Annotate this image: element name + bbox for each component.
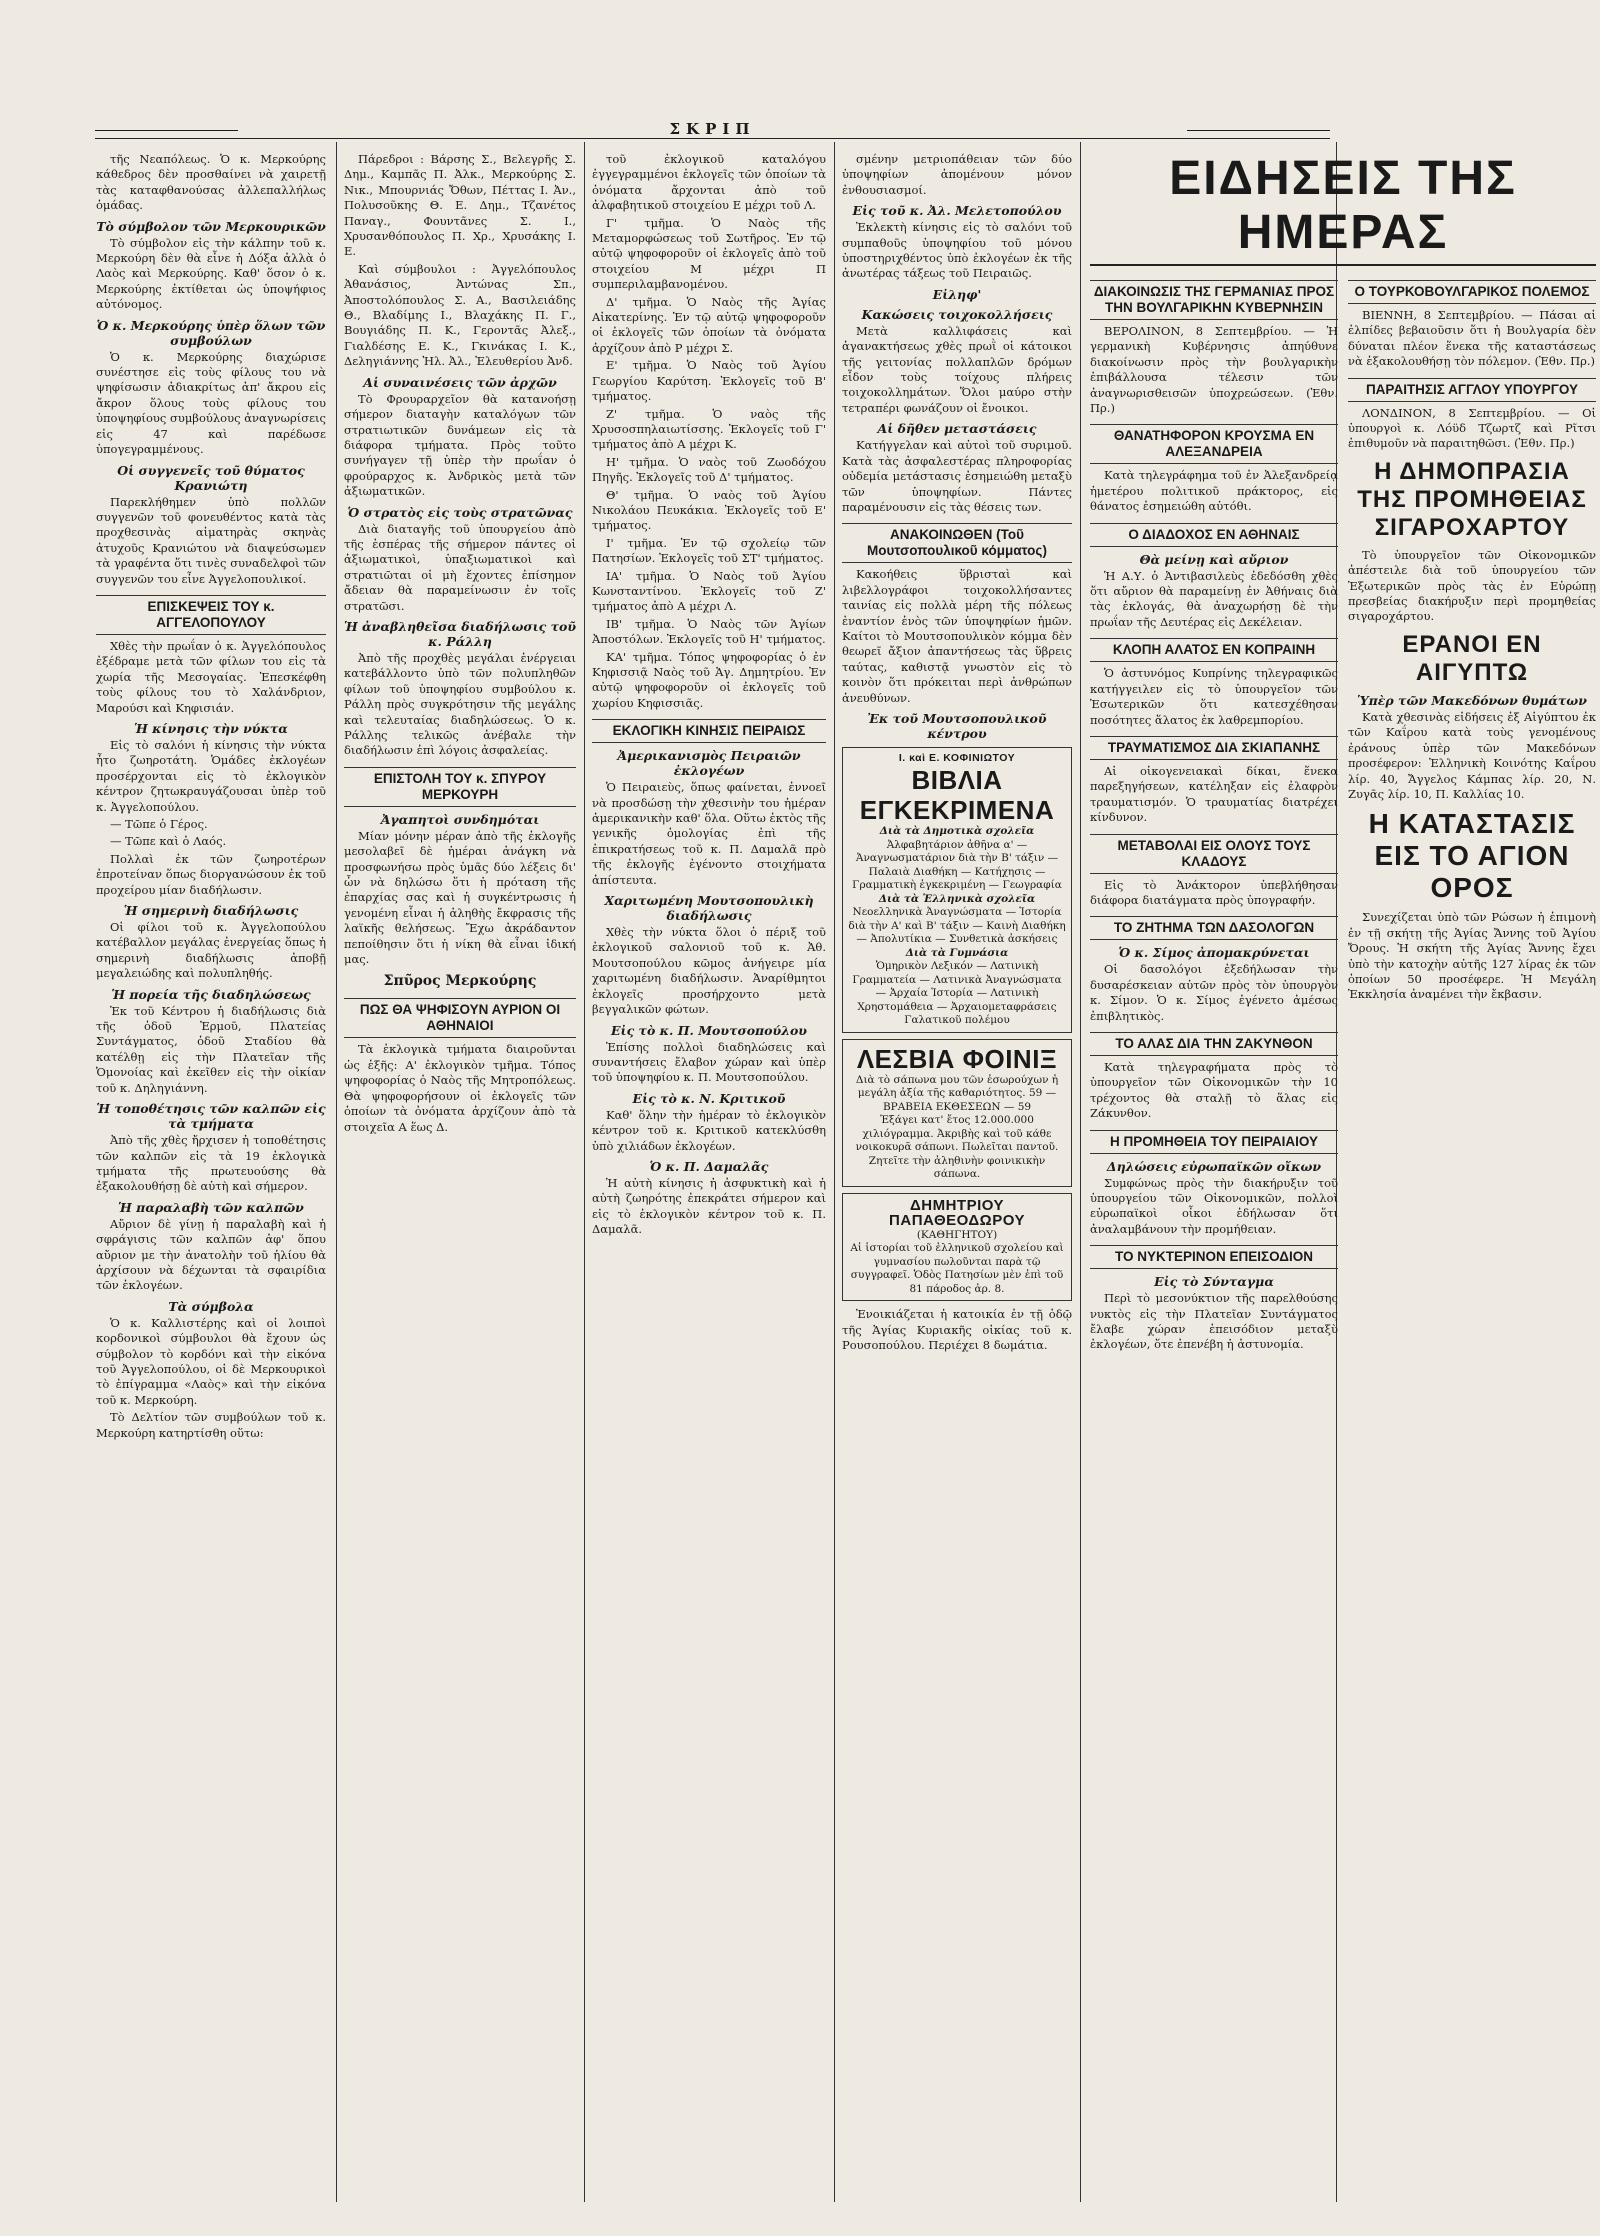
paragraph: Δ' τμῆμα. Ὁ Ναὸς τῆς Ἁγίας Αἰκατερίνης. Ἐν τῷ αὐτῷ ψηφοφοροῦν οἱ ἐκλογεῖς τῶν ὁποίων τὰ ὀνόματα ἀρχίζουν ἀπὸ Ρ μέχρι Σ. [592,294,826,355]
section-title: ΠΩΣ ΘΑ ΨΗΦΙΣΟΥΝ ΑΥΡΙΟΝ ΟΙ ΑΘΗΝΑΙΟΙ [344,998,576,1038]
ad-text: Αἱ ἱστορίαι τοῦ ἑλληνικοῦ σχολείου καὶ γυμνασίου πωλοῦνται παρὰ τῷ συγγραφεῖ. Ὁδὸς Πατησίων μὲν ἐπὶ τοῦ 81 πάροδος ἀρ. 8. [850,1242,1064,1295]
paragraph: Γ' τμῆμα. Ὁ Ναὸς τῆς Μεταμορφώσεως τοῦ Σωτῆρος. Ἐν τῷ αὐτῷ ψηφοφοροῦν οἱ ἐκλογεῖς ἀπὸ τοῦ στοιχείου Μ μέχρι Π συμπεριλαμβανομένου. [592,215,826,292]
headline: Ὁ κ. Μερκούρης ὑπὲρ ὅλων τῶν συμβούλων [96,317,326,348]
paragraph: Οἱ δασολόγοι ἐξεδήλωσαν τὴν δυσαρέσκειαν αὐτῶν πρὸς τὸν ὑπουργὸν κ. Σίμον. Ὁ κ. Σίμος ἐγένετο ἀμέσως ἐπιβλητικὸς. [1090,962,1338,1023]
paragraph: Παρεκλήθημεν ὑπὸ πολλῶν συγγενῶν τοῦ φονευθέντος κατὰ τὰς προχθεσινὰς αἱματηρὰς σκηνὰς ἀτυχοῦς Κρανιώτου νὰ διαψεύσωμεν τὰ γραφέντα ὅτι τινὲς συναδελφοὶ τῶν συγγενῶν του εἶνε Ἀγγελοπουλικοί. [96,494,326,586]
paragraph: ΙΒ' τμῆμα. Ὁ Ναὸς τῶν Ἁγίων Ἀποστόλων. Ἐκλογεῖς τοῦ Η' τμήματος. [592,616,826,647]
headline: Τὸ σύμβολον τῶν Μερκουρικῶν [96,218,326,234]
section-title: ΑΝΑΚΟΙΝΩΘΕΝ (Τοῦ Μουτσοπουλικοῦ κόμματος) [842,523,1072,563]
paragraph: Μετὰ καλλιφάσεις καὶ ἀγανακτήσεως χθὲς πρωῒ οἱ κάτοικοι τῆς γειτονίας πολλαπλῶν δρόμων εἶδον τοὺς τοίχους πλήρεις τοιχοκολλημάτων. Ὅλοι μαύρο στὴν τετραπέρι φωνάζουν οἱ ἔνοικοι. [842,323,1072,415]
paragraph: Ἡ αὐτὴ κίνησις ἡ ἀσφυκτικὴ καὶ ἡ αὐτὴ ζωηρότης ἐπεκράτει σήμερον καὶ εἰς τὸ ἐκλογικὸν κέντρον τοῦ κ. Π. Δαμαλᾶ. [592,1175,826,1237]
headline: Εἰληφ' [932,286,982,302]
ad-subtitle: Διὰ τὰ Δημοτικὰ σχολεῖα [879,825,1035,838]
section-title: ΜΕΤΑΒΟΛΑΙ ΕΙΣ ΟΛΟΥΣ ΤΟΥΣ ΚΛΑΔΟΥΣ [1090,834,1338,874]
paragraph: Περὶ τὸ μεσονύκτιον τῆς παρελθούσης νυκτὸς εἰς τὴν Πλατεῖαν Συντάγματος ἔλαβε χώραν ἐπεισόδιον μεταξὺ ἐκλογέων, ὅτε ἐπενέβη ἡ ἀστυνομία. [1090,1291,1338,1352]
quote-line: — Τῶπε ὁ Γέρος. [110,817,208,831]
ad-list: Ἀλφαβητάριον ἀθῆνα α' — Ἀναγνωσματάριον διὰ τὴν Β' τάξιν — Παλαιὰ Διαθήκη — Κατήχησις — Γραμματικὴ ἐγκεκριμένη — Γεωγραφία [852,838,1062,892]
paragraph: σμένην μετριοπάθειαν τῶν δύο ὑποψηφίων ἀπομένουν μόνον ἐνθουσιασμοί. [842,152,1072,197]
paragraph: Η' τμῆμα. Ὁ ναὸς τοῦ Ζωοδόχου Πηγῆς. Ἐκλογεῖς τοῦ Δ' τμήματος. [592,454,826,485]
ad-title: ΔΗΜΗΤΡΙΟΥ ΠΑΠΑΘΕΟΔΩΡΟΥ [889,1196,1025,1230]
headline: Χαριτωμένη Μουτσοπουλικὴ διαδήλωσις [604,893,814,924]
paragraph: Θ' τμῆμα. Ὁ ναὸς τοῦ Ἁγίου Νικολάου Πευκάκια. Ἐκλογεῖς τοῦ Ε' τμήματος. [592,487,826,533]
paragraph: Αἱ οἰκογενειακαὶ δίκαι, ἕνεκα παρεξηγήσεων, κατέληξαν εἰς ἐλαφρὸν τραυματισμόν. Ὁ τραυματίας διατρέχει κίνδυνον. [1090,763,1338,825]
column-4 [842,152,1072,2192]
headline: Κακώσεις τοιχοκολλήσεις [861,306,1053,322]
headline: Ἡ ἀναβληθεῖσα διαδήλωσις τοῦ κ. Ράλλη [344,618,576,649]
paragraph: Χθὲς τὴν πρωΐαν ὁ κ. Ἀγγελόπουλος ἐξέδραμε μετὰ τῶν φίλων του εἰς τὰ χωρία τῆς Μεσογαίας. Ἐπεσκέφθη τοὺς φίλους του τὸ Χαλάνδριον, Μαρούσι καὶ Κηφισιάν. [96,638,326,715]
ad-subtitle: Διὰ τὰ Ἑλληνικὰ σχολεῖα [878,892,1036,905]
ad-text: Ἐξάγει κατ' ἔτος 12.000.000 χιλιόγραμμα. Ἀκριβὴς καὶ τοῦ κάθε νοικοκυρᾶ σάπωνι. Πωλεῖται παντοῦ. Ζητεῖτε τὴν ἀληθινὴν φοινικικὴν σάπωνα. [855,1114,1059,1181]
paragraph: Κατὰ τηλεγραφήματα πρὸς τὸ ὑπουργεῖον τῶν Οἰκονομικῶν τὴν 10 τρέχοντος θὰ σταλῇ τὸ ἅλας εἰς Ζάκυνθον. [1090,1059,1338,1121]
column-1 [96,152,326,2192]
paragraph: ΒΕΡΟΛΙΝΟΝ, 8 Σεπτεμβρίου. — Ἡ γερμανικὴ Κυβέρνησις ἀπηύθυνε διακοίνωσιν πρὸς τὴν βουλγαρικὴν ἐπιβάλλουσα τέλεσιν τῶν ἀναγνωρισθεισῶν ὑποχρεώσεων. (Ἐθν. Πρ.) [1090,324,1338,416]
paragraph: Καθ' ὅλην τὴν ἡμέραν τὸ ἐκλογικὸν κέντρον τοῦ κ. Κριτικοῦ κατεκλύσθη ὑπὸ χιλιάδων ἐκλογέων. [592,1107,826,1153]
section-title: ΤΟ ΑΛΑΣ ΔΙΑ ΤΗΝ ΖΑΚΥΝΘΟΝ [1090,1032,1338,1056]
headline: Εἰς τὸ κ. Ν. Κριτικοῦ [632,1090,786,1106]
section-title: ΔΙΑΚΟΙΝΩΣΙΣ ΤΗΣ ΓΕΡΜΑΝΙΑΣ ΠΡΟΣ ΤΗΝ ΒΟΥΛΓΑΡΙΚΗΝ ΚΥΒΕΡΝΗΣΙΝ [1090,280,1338,320]
signature: Ἐκ τοῦ Μουτσοπουλικοῦ κέντρου [867,710,1047,741]
ad-subtitle: Διὰ τὰ Γυμνάσια [905,946,1009,959]
news-columns [1090,272,1596,1355]
masthead [95,118,1330,139]
subheadline: Θὰ μείνῃ καὶ αὔριον [1139,551,1289,567]
headline: Ὁ στρατὸς εἰς τοὺς στρατῶνας [347,504,573,520]
ad-text: Διὰ τὸ σάπωνα μου τῶν ἐσωρούχων ἡ μεγάλη ἀξία τῆς καθαριότητος. 59 — ΒΡΑΒΕΙΑ ΕΚΘΕΣΕΩΝ — 59 [855,1073,1059,1113]
paragraph: Κακοήθεις ὕβρισταὶ καὶ λιβελλογράφοι τοιχοκολλήσαντες ταινίας εἰς πολλὰ μέρη τῆς πόλεως ἐναντίον ἐνὸς τῶν ὑποψηφίων ἡμῶν. Καίτοι τὸ Μουτσοπουλικὸν κόμμα δὲν θεωρεῖ ἄξιον ἀπαντήσεως τὰς ὕβρεις ταύτας, καθιστᾷ γνωστὸν εἰς τὸ κοινὸν ὅτι πρόκειται περὶ ἀνθρώπων ἀνευθύνων. [842,567,1072,705]
news-left [1090,272,1338,1355]
section-title: Ο ΔΙΑΔΟΧΟΣ ΕΝ ΑΘΗΝΑΙΣ [1090,523,1338,547]
subheadline: Ὑπὲρ τῶν Μακεδόνων θυμάτων [1357,692,1587,708]
paragraph: Διὰ διαταγῆς τοῦ ὑπουργείου ἀπὸ τῆς ἑσπέρας τῆς σήμερον πάντες οἱ ἀξιωματικοὶ, ὑπαξιωματικοὶ καὶ στρατιῶται οἱ μὴ ἔχοντες ἐπίσημον ἄδειαν θὰ παραμείνωσιν ἐν τοῖς στρατῶσι. [344,521,576,613]
headline: Εἰς τοῦ κ. Ἀλ. Μελετοπούλου [852,203,1062,219]
paragraph: Ἀπὸ τῆς προχθὲς μεγάλαι ἐνέργειαι κατεβάλλοντο ὑπὸ τῶν πολυπληθῶν φίλων τοῦ ὑποψηφίου συμβούλου κ. Ράλλη πρὸς συγκρότησιν τῆς μεγάλης καὶ τελευταίας διαδηλώσεως. Ὁ κ. Ράλλης τελικῶς ἀνέβαλε τὴν διαδήλωσιν ἐπὶ λόγοις ἀσφαλείας. [344,650,576,758]
paragraph: Αὔριον δὲ γίνῃ ἡ παραλαβὴ καὶ ἡ σφράγισις τῶν καλπῶν ἀφ' ὅπου αὔριον με τὴν ἀνατολὴν τοῦ ἡλίου θὰ ἀρχίσουν νὰ δέχωνται τὰ σφαιρίδια τῶν ἐκλογέων. [96,1216,326,1293]
headline: Ἡ τοποθέτησις τῶν καλπῶν εἰς τὰ τμήματα [96,1101,326,1132]
paragraph: Καὶ σύμβουλοι : Ἀγγελόπουλος Ἀθανάσιος, Ἀντώνας Σπ., Ἀποστολόπουλος Σ. Α., Βασιλειάδης Θ., Βλαδίμης Ι., Βλαχάκης Π. Γ., Βουγιάδης Π. Κ., Γεροντᾶς Ἀλεξ., Γιαλδέσης Ε. Κ., Γκινάκας Ι. Κ., Δεληγιάννης Ἠλ. Ἀλ., Ἐλευθερίου Ἀνδ. [344,261,576,369]
subheadline: Ὁ κ. Σίμος ἀπομακρύνεται [1118,945,1310,961]
column-3 [592,152,826,2192]
paragraph: Εἰς τὸ σαλόνι ἡ κίνησις τὴν νύκτα ἦτο ζωηροτάτη. Ὁμάδες ἐκλογέων προσέρχονται εἰς τὸ ἐκλογικὸν κέντρον ζητωκραυγάζουσαι ὑπὲρ τοῦ κ. Ἀγγελοπούλου. [96,737,326,814]
paragraph: Ὁ Πειραιεὺς, ὅπως φαίνεται, ἐννοεῖ νὰ προσδώσῃ τὴν χθεσινὴν του ἡμέραν ἀμερικανικὴν καθ' ὅλα. Οὕτω ἐκτὸς τῆς γενικῆς ὁμολογίας ἐπὶ τῆς ἐπικρατήσεως τοῦ κ. Π. Δαμαλᾶ πρὸ τῆς ἐκλογῆς ἐγένοντο στοιχήματα ἀπίστευτα. [592,780,826,887]
paragraph: Ἀπὸ τῆς χθὲς ἤρχισεν ἡ τοποθέτησις τῶν καλπῶν εἰς τὰ 19 ἐκλογικὰ τμήματα τῆς πρωτευούσης θὰ ἐξακολουθήσῃ δὲ αὐτὴ καὶ σήμερον. [96,1133,326,1194]
headline: Αἱ συναινέσεις τῶν ἀρχῶν [363,374,557,390]
paragraph: Ἐκ τοῦ Κέντρου ἡ διαδήλωσις διὰ τῆς ὁδοῦ Ἑρμοῦ, Πλατείας Συντάγματος, ὁδοῦ Σταδίου θὰ κατέλθῃ εἰς τὴν Πλατεῖαν τῆς Ὁμονοίας καὶ ἐκεῖθεν εἰς τὴν οἰκίαν τοῦ κ. Δηληγιάννη. [96,1003,326,1095]
advertisement-books [842,747,1072,1033]
headline: Ἡ σημερινὴ διαδήλωσις [123,903,299,919]
ad-list: Νεοελληνικὰ Ἀναγνώσματα — Ἱστορία διὰ τὴν Α' καὶ Β' τάξιν — Καινὴ Διαθήκη — Ἀπολυτίκια — Συνθετικὰ ἀσκήσεις [848,906,1066,946]
subheadline: Εἰς τὸ Σύνταγμα [1154,1274,1274,1290]
paragraph: Μίαν μόνην μέραν ἀπὸ τῆς ἐκλογῆς μεσολαβεῖ δὲ ἡμέραι ἀνάγκη νὰ προσφωνήσω πρὸς ὑμᾶς δύο λέξεις δι' ὧν νὰ δηλώσω ὅτι ἡ πρόταση τῆς ἐπαρχίας σας καὶ ἡ συγκέντρωσις ἡ γενομένη εἶναι ἡ ἀληθὴς ἔκφρασις τῆς λαϊκῆς θελήσεως. Ἔχω ἀκράδαντον πεποίθησιν ὅτι ἡ νίκη θὰ εἶναι ἰδική μας. [344,828,576,967]
paragraph: ΒΙΕΝΝΗ, 8 Σεπτεμβρίου. — Πάσαι αἱ ἐλπίδες βεβαιοῦσιν ὅτι ἡ Βουλγαρία δὲν δύναται πλέον ἕνεκα τῆς καταστάσεως νὰ ἐξακολουθήσῃ τὸν πόλεμον. (Ἐθν. Πρ.) [1348,308,1596,369]
paragraph: ΙΑ' τμῆμα. Ὁ Ναὸς τοῦ Ἁγίου Κωνσταντίνου. Ἐκλογεῖς τοῦ Ζ' τμήματος ἀπὸ Α μέχρι Λ. [592,568,826,614]
section-title: ΘΑΝΑΤΗΦΟΡΟΝ ΚΡΟΥΣΜΑ ΕΝ ΑΛΕΞΑΝΔΡΕΙΑ [1090,424,1338,464]
headline: Ἀγαπητοὶ συνδημόται [380,811,540,827]
paragraph: Συμφώνως πρὸς τὴν διακήρυξιν τοῦ ὑπουργείου τῶν Οἰκονομικῶν, πολλοὶ εὐρωπαϊκοὶ οἶκοι ἐδήλωσαν ὅτι ἀναλαμβάνουν τὴν προμήθειαν. [1090,1175,1338,1236]
section-title: ΠΑΡΑΙΤΗΣΙΣ ΑΓΓΛΟΥ ΥΠΟΥΡΓΟΥ [1348,378,1596,402]
paragraph: Ὁ κ. Μερκούρης διαχώρισε συνέστησε εἰς τοὺς φίλους του νὰ ψηφίσωσιν ἀδιακρίτως ἀπ' ἄκρου εἰς ἄκρον ὅλους τοὺς φίλους του ὑποψηφίους συμβούλους ἀναγνωρίσεις εἰς 47 καὶ παρέδωσε ὑπογεγραμμένους. [96,349,326,457]
column-news [1090,152,1596,2192]
ad-title: ΛΕΣΒΙΑ ΦΟΙΝΙΞ [856,1043,1058,1074]
column-2 [344,152,576,2192]
paragraph: Ι' τμῆμα. Ἐν τῷ σχολείῳ τῶν Πατησίων. Ἐκλογεῖς τοῦ ΣΤ' τμήματος. [592,535,826,566]
headline: Ἡ πορεία τῆς διαδηλώσεως [111,986,311,1002]
paper-name: ΣΚΡΙΠ [669,120,756,138]
paragraph: τῆς Νεαπόλεως. Ὁ κ. Μερκούρης κάθεδρος δὲν προσθαίνει νὰ χαιρετῇ τὰς καταφθανούσας ἀλλεπαλλήλως ὁμάδας. [96,152,326,213]
column-rule [1080,142,1081,2202]
headline: Ἀμερικανισμὸς Πειραιῶν ἐκλογέων [617,748,801,779]
paragraph: Ζ' τμῆμα. Ὁ ναὸς τῆς Χρυσοσπηλαιωτίσσης. Ἐκλογεῖς τοῦ Γ' τμήματος ἀπὸ Α μέχρι Κ. [592,406,826,452]
headline: Εἰς τὸ κ. Π. Μουτσοπούλου [611,1022,807,1038]
signature: Σπῦρος Μερκούρης [383,973,537,990]
paragraph: Πάρεδροι : Βάρσης Σ., Βελεγρῆς Σ. Δημ., Καμπᾶς Π. Ἀλκ., Μερκούρης Σ. Νικ., Μπουρνιάς Ὄθων, Πέττας Ι. Ἀν., Πολυσοῦκης Θ. Ε. Δημ., Τζανέτος Παναγ., Φουντᾶνες Σ. Ι., Χρυσανθόπουλος Π. Χρ., Χρυσάκης Ι. Ε. [344,152,576,259]
paragraph: Ὁ κ. Καλλιστέρης καὶ οἱ λοιποὶ κορδονικοὶ σύμβουλοι θὰ ἔχουν ὡς σύμβολον τὸ κορδόνι καὶ τὴν εἰκόνα τοῦ Ἀγγελοπούλου, οἱ δὲ Μερκουρικοὶ τὸ ἐπίγραμμα «Λαὸς» καὶ τὴν εἰκόνα τοῦ κ. Μερκούρη. [96,1315,326,1407]
ad-list: Ὁμηρικὸν Λεξικόν — Λατινικὴ Γραμματεία — Λατινικὰ Ἀναγνώσματα — Ἀρχαία Ἱστορία — Λατινικὴ Χρηστομάθεια — Ἀρχαιομεταφράσεις Γαλατικοῦ πολέμου [852,960,1062,1027]
paragraph: Τὸ Δελτίον τῶν συμβούλων τοῦ κ. Μερκούρη κατηρτίσθη οὕτω: [96,1410,326,1440]
section-headline: Η ΚΑΤΑΣΤΑΣΙΣ ΕΙΣ ΤΟ ΑΓΙΟΝ ΟΡΟΣ [1368,808,1576,904]
subheadline: Δηλώσεις εὐρωπαϊκῶν οἴκων [1106,1158,1322,1174]
masthead-right-rule: ⎯⎯⎯⎯⎯⎯⎯⎯⎯⎯⎯⎯⎯⎯⎯⎯⎯⎯⎯⎯⎯⎯ [1186,123,1330,138]
paragraph: Ε' τμῆμα. Ὁ Ναὸς τοῦ Ἁγίου Γεωργίου Καρύτση. Ἐκλογεῖς τοῦ Β' τμήματος. [592,358,826,404]
paragraph: Τὸ σύμβολον εἰς τὴν κάλπην τοῦ κ. Μερκούρη δὲν θὰ εἶνε ἡ Δόξα ἀλλὰ ὁ Λαὸς καὶ Μερκούρης. Καθ' ὅσον ὁ κ. Μερκούρης ἐκτίθεται ὡς ὑποψήφιος αὐτόνομος. [96,235,326,312]
paragraph: Οἱ φίλοι τοῦ κ. Ἀγγελοπούλου κατέβαλλον μεγάλας ἐνεργείας ὅπως ἡ σημερινὴ διαδήλωσις ἀποβῇ μεγαλειώδης καὶ πολυπληθής. [96,920,326,981]
headline: Αἱ δῆθεν μεταστάσεις [877,421,1037,437]
paragraph: ΚΑ' τμῆμα. Τόπος ψηφοφορίας ὁ ἐν Κηφισσιᾷ Ναὸς τοῦ Ἁγ. Δημητρίου. Ἐν αὐτῷ ψηφοφοροῦν οἱ ἐκλογεῖς τοῦ χωρίου Κηφισσιᾶς. [592,649,826,710]
section-headline: ΕΡΑΝΟΙ ΕΝ ΑΙΓΥΠΤΩ [1402,630,1542,686]
paragraph: Τὰ ἐκλογικὰ τμήματα διαιροῦνται ὡς ἑξῆς: Α' ἐκλογικὸν τμῆμα. Τόπος ψηφοφορίας ὁ Ναὸς τῆς Μητροπόλεως. Θὰ ψηφοφορήσουν οἱ ἐκλογεῖς τῶν ὁποίων τὰ ὀνόματα ἀρχίζουν ἀπὸ τὰ στοιχεῖα Α ἕως Δ. [344,1042,576,1134]
paragraph: Χθὲς τὴν νύκτα ὅλοι ὁ πέριξ τοῦ ἐκλογικοῦ σαλονιοῦ τοῦ κ. Ἀθ. Μουτσοπούλου κῶμος ἀνήγειρε μία χαριτωμένη διαδήλωσιν. Ἀναρίθμητοι ἐκλογεῖς προσήρχοντο μετὰ βεγγαλικῶν φώτων. [592,925,826,1017]
section-title: Ο ΤΟΥΡΚΟΒΟΥΛΓΑΡΙΚΟΣ ΠΟΛΕΜΟΣ [1348,280,1596,304]
paragraph: Ὁ ἀστυνόμος Κυπρίνης τηλεγραφικῶς κατήγγειλεν εἰς τὸ ὑπουργεῖον τῶν Ἐσωτερικῶν ὅτι κατεσχέθησαν ποσότητες ἅλατος ἐκ λαθρεμπορίου. [1090,666,1338,727]
paragraph: Ἐκλεκτὴ κίνησις εἰς τὸ σαλόνι τοῦ συμπαθοῦς ὑποψηφίου τοῦ μόνου ὑποστηριχθέντος ὑπὸ ἐκλογέων ἐκ τῆς ἀνωτέρας τάξεως τοῦ Πειραιῶς. [842,220,1072,281]
column-rule [336,142,337,2202]
paragraph: Ἐπίσης πολλοὶ διαδηλώσεις καὶ συναντήσεις ἔλαβον χώραν καὶ ὑπὲρ τοῦ ὑποψηφίου κ. Π. Μουτσοπούλου. [592,1039,826,1085]
section-title: ΤΟ ΝΥΚΤΕΡΙΝΟΝ ΕΠΕΙΣΟΔΙΟΝ [1090,1245,1338,1269]
paragraph: Τὸ Φρουραρχεῖον θὰ κατανοήσῃ σήμερον διαταγὴν καταλόγων τῶν στρατιωτικῶν δυνάμεων εἰς τὰ διάφορα τμήματα. Πρὸς τοῦτο συνήγαγεν τῇ ὑπὲρ τὴν πρωΐαν ὁ φρούραρχος κ. Ἀνδρικὸς μετὰ τῶν ἀξιωματικῶν. [344,391,576,499]
section-headline: Η ΔΗΜΟΠΡΑΣΙΑ ΤΗΣ ΠΡΟΜΗΘΕΙΑΣ ΣΙΓΑΡΟΧΑΡΤΟΥ [1357,457,1587,541]
ad-publisher: Ι. καὶ Ε. ΚΟΦΙΝΙΩΤΟΥ [898,751,1016,764]
section-title: ΕΠΙΣΚΕΨΕΙΣ ΤΟΥ κ. ΑΓΓΕΛΟΠΟΥΛΟΥ [96,595,326,635]
masthead-left-rule: ⎯⎯⎯⎯⎯⎯⎯⎯⎯⎯⎯⎯⎯⎯⎯⎯⎯⎯⎯⎯⎯⎯ [95,123,238,138]
paragraph: Τὸ ὑπουργεῖον τῶν Οἰκονομικῶν ἀπέστειλε διὰ τοῦ ὑπουργείου τῶν Ἐξωτερικῶν πρὸς τὰς ἐν Εὐρώπῃ πρεσβείας διακήρυξιν περὶ προμηθείας σιγαροχάρτου. [1348,547,1596,624]
paragraph: Κατήγγελαν καὶ αὐτοὶ τοῦ συριμοῦ. Κατὰ τὰς ἀσφαλεστέρας πληροφορίας οὐδεμία μετάστασις ἐσημειώθη μεταξὺ τῶν ὑποψηφίων. Πάντες παραμένουσιν εἰς τὰς θέσεις των. [842,438,1072,514]
paragraph: Ἡ Α.Υ. ὁ Ἀντιβασιλεὺς ἐδεδόσθη χθὲς ὅτι αὔριον θὰ παραμείνῃ ἐν Ἀθήναις διὰ τὰς ἐκλογάς, θὰ ἀναχωρήσῃ δὲ τὴν πρωΐαν τῆς Δευτέρας εἰς Δεκέλειαν. [1090,568,1338,629]
section-title: ΤΟ ΖΗΤΗΜΑ ΤΩΝ ΔΑΣΟΛΟΓΩΝ [1090,916,1338,940]
headline: Ἡ παραλαβὴ τῶν καλπῶν [118,1199,304,1215]
advertisement-history [842,1193,1072,1301]
headline: Οἱ συγγενεῖς τοῦ θύματος Κρανιώτη [117,462,305,493]
paragraph: Κατὰ τηλεγράφημα τοῦ ἐν Ἀλεξανδρείᾳ ἡμετέρου πολιτικοῦ πράκτορος, εἰς θάνατος ἐσημειώθη αὐτόθι. [1090,468,1338,514]
ad-subtitle: (ΚΑΘΗΓΗΤΟΥ) [916,1228,998,1241]
headline: Ἡ κίνησις τὴν νύκτα [134,720,288,736]
paragraph: τοῦ ἐκλογικοῦ καταλόγου ἐγγεγραμμένοι ἐκλογεῖς τῶν ὁποίων τὰ ὀνόματα ἄρχονται ἀπὸ τοῦ ἀλφαβητικοῦ στοιχείου Ε μέχρι τοῦ Λ. [592,152,826,213]
news-headline: ΕΙΔΗΣΕΙΣ ΤΗΣ ΗΜΕΡΑΣ [1090,152,1596,266]
paragraph: Συνεχίζεται ὑπὸ τῶν Ρώσων ἡ ἐπιμονὴ ἐν τῇ σκήτῃ τῆς Ἁγίας Ἄννης τοῦ Ἁγίου Ὄρους. Ἡ σκήτη τῆς Ἁγίας Ἄννης ἔχει ὑπὸ τὴν κατοχὴν αὐτῆς 127 λίρας ἐκ τῶν ὁποίων 50 προσέφερε. Ἡ Μεγάλη Ἐκκλησία ἀναμένει τὴν ἔκβασιν. [1348,910,1596,1002]
section-title: ΤΡΑΥΜΑΤΙΣΜΟΣ ΔΙΑ ΣΚΙΑΠΑΝΗΣ [1090,736,1338,760]
section-title: ΕΚΛΟΓΙΚΗ ΚΙΝΗΣΙΣ ΠΕΙΡΑΙΩΣ [592,719,826,743]
ad-title: ΒΙΒΛΙΑ ΕΓΚΕΚΡΙΜΕΝΑ [859,765,1055,826]
paragraph: ΛΟΝΔΙΝΟΝ, 8 Σεπτεμβρίου. — Οἱ ὑπουργοὶ κ. Λόϋδ Τζωρτζ καὶ Ρῖτσι ἐπιθυμοῦν νὰ παραιτηθῶσι. (Ἐθν. Πρ.) [1348,405,1596,451]
section-title: ΕΠΙΣΤΟΛΗ ΤΟΥ κ. ΣΠΥΡΟΥ ΜΕΡΚΟΥΡΗ [344,767,576,807]
paragraph: Πολλαὶ ἐκ τῶν ζωηροτέρων ἐπροτείναν ὅπως διοργανώσουν ἐκ τοῦ προχείρου μίαν διαδήλωσιν. [96,851,326,897]
paragraph: Κατὰ χθεσινὰς εἰδήσεις ἐξ Αἰγύπτου ἐκ τῶν Καΐρου κατὰ τοὺς γενομένους ἐράνους ὑπὲρ τῶν Μακεδόνων προσέφερον: Ἑλληνικὴ Κοινότης Καΐρου λίρ. 40, Ἄγγελος Κάμπας λίρ. 20, Ν. Ζυγᾶς λίρ. 10, Π. Καλλίας 10. [1348,709,1596,801]
news-right [1348,272,1596,1355]
quote-line: — Τῶπε καὶ ὁ Λαός. [110,834,227,849]
section-title: ΚΛΟΠΗ ΑΛΑΤΟΣ ΕΝ ΚΟΠΡΑΙΝΗ [1090,638,1338,662]
column-rule [584,142,585,2202]
headline: Τὰ σύμβολα [168,1298,254,1314]
advertisement-soap [842,1039,1072,1187]
headline: Ὁ κ. Π. Δαμαλᾶς [649,1158,769,1174]
column-rule [834,142,835,2202]
section-title: Η ΠΡΟΜΗΘΕΙΑ ΤΟΥ ΠΕΙΡΑΙΑΙΟΥ [1090,1130,1338,1154]
paragraph: Ἐνοικιάζεται ἡ κατοικία ἐν τῇ ὁδῷ τῆς Ἁγίας Κυριακῆς οἰκίας τοῦ κ. Ρουσοπούλου. Περιέχει 8 δωμάτια. [842,1307,1072,1353]
paragraph: Εἰς τὸ Ἀνάκτορον ὑπεβλήθησαν διάφορα διατάγματα πρὸς ὑπογραφήν. [1090,877,1338,907]
